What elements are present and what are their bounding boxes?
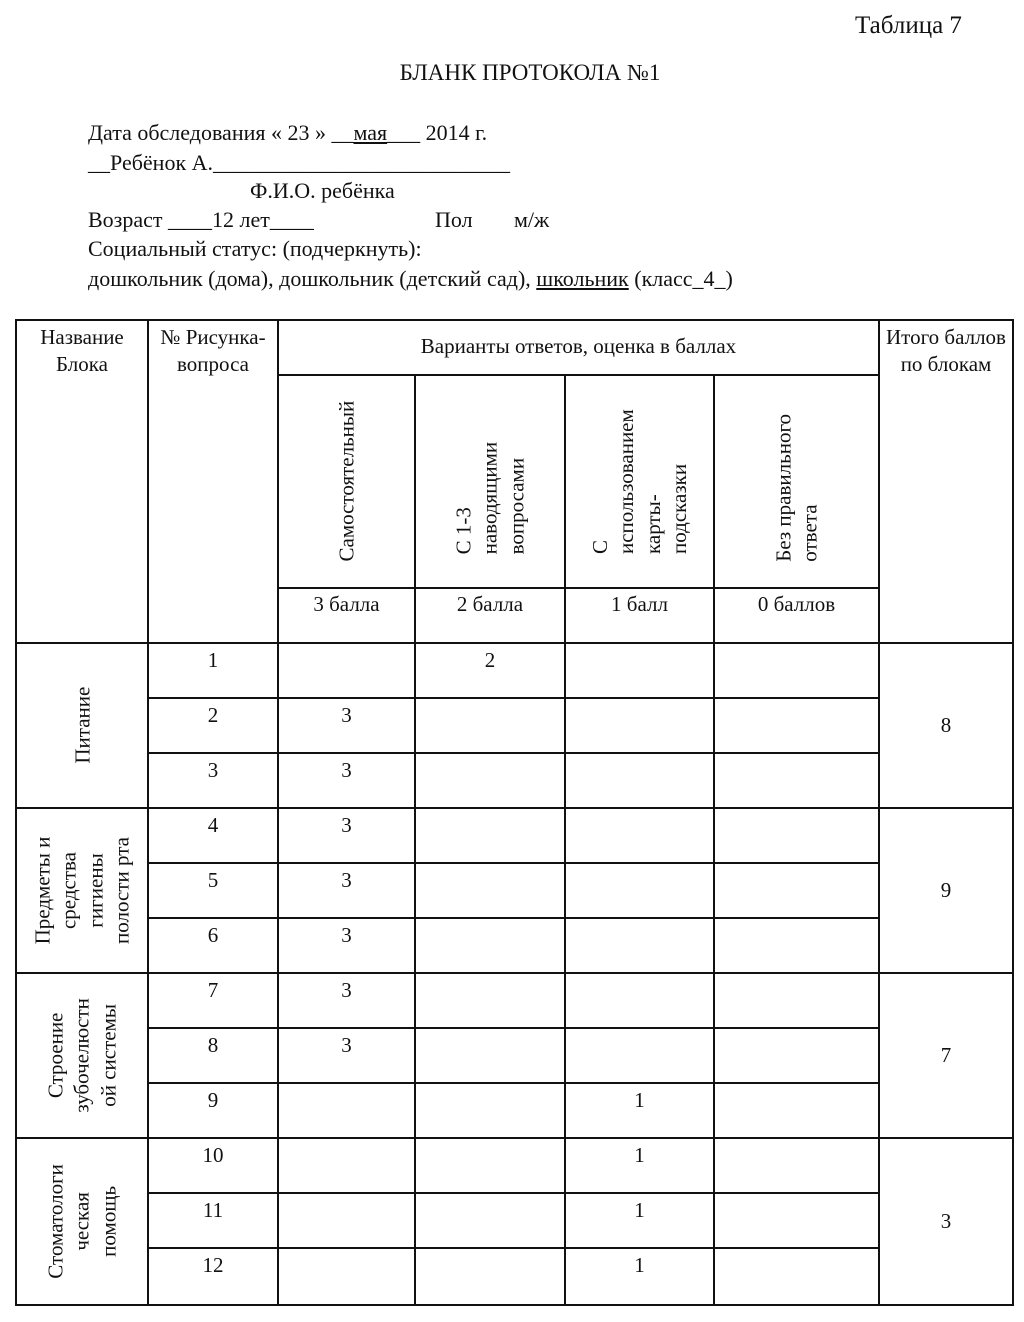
score-cell xyxy=(567,1030,712,1083)
child-name: Ребёнок А. xyxy=(110,150,214,175)
score-label-1: 1 балл xyxy=(611,592,668,617)
score-cell xyxy=(716,700,877,753)
block-name-dental-care: Стоматологи ческая помощь xyxy=(43,1164,121,1279)
block-name-dentition-structure: Строение зубочелюстн ой системы xyxy=(43,998,121,1113)
score-cell xyxy=(567,810,712,863)
score-cell xyxy=(567,920,712,973)
score-cell xyxy=(716,865,877,918)
block-total-dental-care: 3 xyxy=(940,1208,952,1233)
score-cell: 1 xyxy=(634,1198,645,1222)
score-cell: 3 xyxy=(341,978,352,1002)
score-cell xyxy=(417,755,563,808)
score-cell xyxy=(280,1085,413,1138)
score-label-2: 2 балла xyxy=(456,592,524,617)
picture-number-cell: 9 xyxy=(207,1088,219,1112)
score-label-3: 3 балла xyxy=(313,592,380,617)
exam-date-label: Дата обследования « 23 » xyxy=(88,120,326,145)
header-total-score: Итого баллов по блокам xyxy=(886,325,1006,377)
score-cell: 3 xyxy=(341,1033,352,1057)
score-cell xyxy=(417,810,563,863)
picture-number-cell: 10 xyxy=(202,1143,224,1167)
answer-column-hint-card: С использованием карты-подсказки xyxy=(588,409,691,554)
score-cell xyxy=(716,1085,877,1138)
child-name-line: __Ребёнок А.___________________________ xyxy=(88,150,511,175)
score-cell xyxy=(716,645,877,698)
class-value: 4 xyxy=(703,266,715,291)
block-total-nutrition: 8 xyxy=(940,712,952,737)
score-cell: 3 xyxy=(341,868,352,892)
score-cell xyxy=(417,700,563,753)
score-cell xyxy=(567,700,712,753)
score-cell xyxy=(417,1030,563,1083)
score-cell: 1 xyxy=(634,1143,645,1167)
score-cell xyxy=(280,1140,413,1193)
score-cell xyxy=(417,1250,563,1303)
score-cell: 3 xyxy=(341,758,352,782)
class-prefix: (класс_ xyxy=(634,266,704,291)
score-cell xyxy=(417,865,563,918)
score-cell xyxy=(716,755,877,808)
score-cell xyxy=(567,865,712,918)
score-cell xyxy=(417,920,563,973)
answer-column-leading-questions: С 1-3 наводящими вопросами xyxy=(451,441,529,555)
sex-label: Пол xyxy=(435,207,473,232)
score-cell xyxy=(280,1250,413,1303)
score-label-0: 0 баллов xyxy=(757,592,836,617)
age-value: 12 лет xyxy=(212,207,270,232)
score-cell xyxy=(716,920,877,973)
score-cell: 3 xyxy=(341,813,352,837)
status-option-kindergarten: дошкольник (детский сад), xyxy=(279,266,531,291)
answer-column-no-correct-answer: Без правильного ответа xyxy=(771,414,822,562)
status-option-home: дошкольник (дома), xyxy=(88,266,274,291)
picture-number-cell: 8 xyxy=(207,1033,219,1057)
social-status-label: Социальный статус: (подчеркнуть): xyxy=(88,236,422,261)
score-cell: 3 xyxy=(341,703,352,727)
score-cell xyxy=(417,1085,563,1138)
block-name-oral-hygiene: Предметы и средства гигиены полости рта xyxy=(30,836,134,945)
table-label: Таблица 7 xyxy=(855,12,962,39)
score-cell xyxy=(417,975,563,1028)
score-cell xyxy=(716,810,877,863)
score-cell xyxy=(417,1195,563,1248)
score-cell xyxy=(716,1030,877,1083)
score-cell: 3 xyxy=(341,923,352,947)
score-cell: 2 xyxy=(484,648,496,672)
picture-number-cell: 11 xyxy=(202,1198,224,1222)
score-cell xyxy=(716,1140,877,1193)
exam-year: 2014 г. xyxy=(425,120,488,145)
picture-number-cell: 2 xyxy=(207,703,219,727)
score-cell xyxy=(716,975,877,1028)
score-cell: 1 xyxy=(634,1253,645,1277)
score-cell xyxy=(567,645,712,698)
class-suffix: _) xyxy=(714,266,733,291)
header-picture-number: № Рисунка-вопроса xyxy=(160,325,266,377)
picture-number-cell: 12 xyxy=(202,1253,224,1277)
age-label: Возраст xyxy=(88,207,163,232)
score-cell xyxy=(280,1195,413,1248)
picture-number-cell: 7 xyxy=(207,978,219,1002)
header-block-name: Название Блока xyxy=(40,325,124,377)
exam-date-line: Дата обследования « 23 » __мая___ 2014 г. xyxy=(88,120,488,145)
age-line: Возраст ____12 лет____ xyxy=(88,207,314,232)
score-cell xyxy=(417,1140,563,1193)
score-cell xyxy=(567,975,712,1028)
status-option-schoolchild: школьник xyxy=(536,266,629,291)
picture-number-cell: 1 xyxy=(207,648,219,672)
header-answer-options: Варианты ответов, оценка в баллах xyxy=(420,334,737,359)
fio-caption: Ф.И.О. ребёнка xyxy=(250,178,395,203)
score-cell xyxy=(716,1250,877,1303)
score-cell xyxy=(567,755,712,808)
block-total-oral-hygiene: 9 xyxy=(940,877,952,902)
score-cell xyxy=(716,1195,877,1248)
picture-number-cell: 5 xyxy=(207,868,219,892)
picture-number-cell: 4 xyxy=(207,813,219,837)
picture-number-cell: 6 xyxy=(207,923,219,947)
picture-number-cell: 3 xyxy=(207,758,219,782)
exam-month: мая xyxy=(353,120,388,145)
answer-column-independent: Самостоятельный xyxy=(334,401,359,562)
sex-value: м/ж xyxy=(514,207,550,232)
score-cell: 1 xyxy=(634,1088,645,1112)
block-name-nutrition: Питание xyxy=(69,687,94,764)
form-title: БЛАНК ПРОТОКОЛА №1 xyxy=(399,60,661,85)
block-total-dentition-structure: 7 xyxy=(940,1042,952,1067)
score-cell xyxy=(280,645,413,698)
